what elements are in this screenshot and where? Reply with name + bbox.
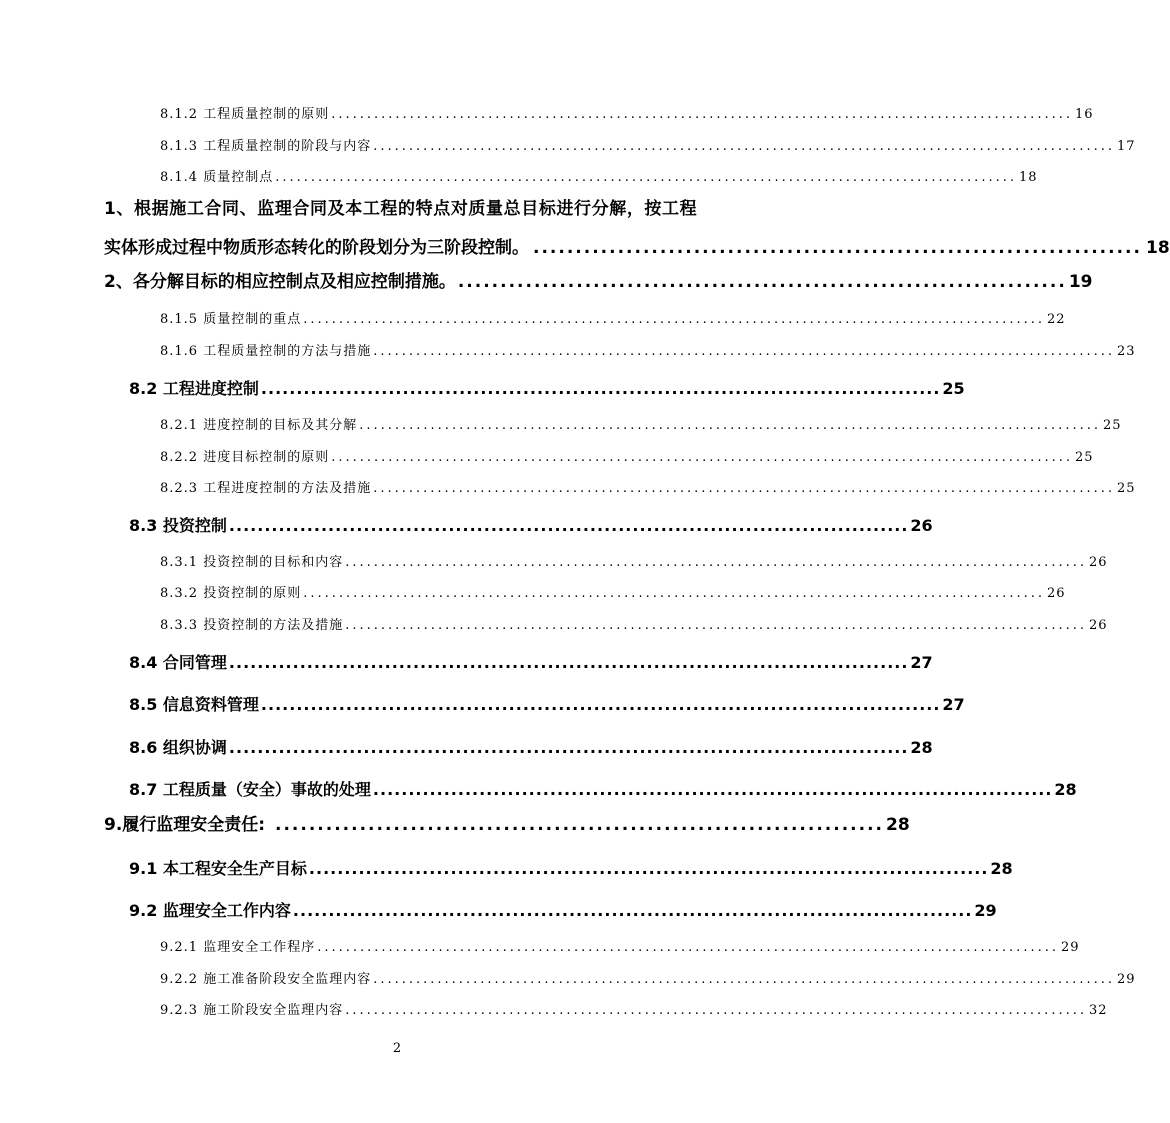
dot-leader: ........................................................................................................ (331, 450, 1073, 465)
toc-entry-9-2-3[interactable] (160, 999, 1108, 1018)
toc-entry-9[interactable] (104, 810, 910, 835)
toc-entry-page: 29 (1060, 940, 1080, 955)
toc-entry-9-2-1[interactable] (160, 936, 1080, 955)
toc-entry-8-1-3[interactable] (160, 135, 1136, 154)
dot-leader: ........................................................................................................ (331, 107, 1073, 122)
dot-leader: ........................................................................................................ (373, 972, 1115, 987)
dot-leader: ................................................................................................ (228, 653, 909, 672)
toc-entry-page: 26 (910, 516, 933, 535)
toc-entry-8-7[interactable] (129, 777, 1077, 800)
toc-entry-page: 25 (942, 379, 965, 398)
toc-entry-title: 8.1.5 质量控制的重点 (160, 312, 302, 327)
toc-entry-page: 29 (974, 901, 997, 920)
toc-entry-page: 28 (910, 738, 933, 757)
toc-entry-8-3[interactable] (129, 513, 933, 536)
toc-entry-title: 8.5 信息资料管理 (129, 695, 259, 714)
toc-entry-page: 27 (910, 653, 933, 672)
toc-entry-8-2[interactable] (129, 376, 965, 399)
toc-entry-page: 29 (1116, 972, 1136, 987)
toc-entry-title: 8.3.1 投资控制的目标和内容 (160, 555, 344, 570)
toc-entry-title: 8.1.6 工程质量控制的方法与措施 (160, 344, 372, 359)
toc-entry-page: 27 (942, 695, 965, 714)
dot-leader: ........................................................................................................ (359, 418, 1101, 433)
toc-entry-page: 16 (1074, 107, 1094, 122)
toc-entry-title: 8.3.2 投资控制的原则 (160, 586, 302, 601)
toc-entry-title: 8.2 工程进度控制 (129, 379, 259, 398)
toc-entry-title: 8.4 合同管理 (129, 653, 227, 672)
toc-entry-page: 28 (1054, 780, 1077, 799)
toc-entry-title: 8.2.3 工程进度控制的方法及措施 (160, 481, 372, 496)
dot-leader: ................................................................................................ (260, 379, 941, 398)
toc-entry-page: 28 (886, 815, 910, 835)
toc-entry-section-1[interactable] (104, 194, 1170, 258)
dot-leader: ........................................................................ (457, 272, 1067, 292)
toc-entry-title: 8.1.2 工程质量控制的原则 (160, 107, 330, 122)
dot-leader: ................................................................................................ (260, 695, 941, 714)
toc-entry-page: 25 (1102, 418, 1122, 433)
toc-entry-page: 26 (1088, 618, 1108, 633)
toc-entry-title: 8.1.4 质量控制点 (160, 170, 274, 185)
toc-entry-page: 28 (990, 859, 1013, 878)
dot-leader: ........................................................................................................ (373, 344, 1115, 359)
dot-leader: ........................................................................................................ (303, 586, 1045, 601)
dot-leader: ........................................................................................................ (345, 1003, 1087, 1018)
toc-entry-page: 18 (1145, 238, 1170, 258)
toc-entry-title: 8.3 投资控制 (129, 516, 227, 535)
toc-entry-title: 8.6 组织协调 (129, 738, 227, 757)
dot-leader: ................................................................................................ (228, 738, 909, 757)
toc-entry-8-2-1[interactable] (160, 414, 1122, 433)
toc-entry-page: 26 (1088, 555, 1108, 570)
toc-entry-page: 18 (1018, 170, 1038, 185)
toc-entry-page: 25 (1116, 481, 1136, 496)
toc-entry-page: 25 (1074, 450, 1094, 465)
dot-leader: ........................................................................ (267, 815, 884, 835)
toc-entry-8-3-1[interactable] (160, 551, 1108, 570)
toc-entry-title: 8.2.1 进度控制的目标及其分解 (160, 418, 358, 433)
toc-entry-8-5[interactable] (129, 692, 965, 715)
toc-entry-8-3-3[interactable] (160, 614, 1108, 633)
toc-entry-8-2-3[interactable] (160, 477, 1136, 496)
dot-leader: ........................................................................................................ (373, 139, 1115, 154)
toc-entry-page: 22 (1046, 312, 1066, 327)
toc-entry-8-1-4[interactable] (160, 166, 1038, 185)
toc-entry-8-1-2[interactable] (160, 103, 1094, 122)
toc-entry-title: 9.2.3 施工阶段安全监理内容 (160, 1003, 344, 1018)
toc-entry-title: 9.1 本工程安全生产目标 (129, 859, 307, 878)
toc-entry-page: 17 (1116, 139, 1136, 154)
toc-entry-section-2[interactable] (104, 267, 1093, 292)
toc-entry-title: 9.2.2 施工准备阶段安全监理内容 (160, 972, 372, 987)
toc-entry-8-2-2[interactable] (160, 446, 1094, 465)
toc-entry-title: 8.1.3 工程质量控制的阶段与内容 (160, 139, 372, 154)
dot-leader: ........................................................................................................ (275, 170, 1017, 185)
toc-entry-title-line2: 实体形成过程中物质形态转化的阶段划分为三阶段控制。 (104, 238, 529, 258)
dot-leader: ................................................................................................ (372, 780, 1053, 799)
toc-entry-8-4[interactable] (129, 650, 933, 673)
toc-entry-page: 23 (1116, 344, 1136, 359)
toc-entry-title: 8.7 工程质量（安全）事故的处理 (129, 780, 371, 799)
dot-leader: ................................................................................................ (292, 901, 973, 920)
toc-entry-8-1-5[interactable] (160, 308, 1066, 327)
dot-leader: ........................................................................................................ (373, 481, 1115, 496)
toc-entry-page: 26 (1046, 586, 1066, 601)
dot-leader: ................................................................................................ (228, 516, 909, 535)
toc-entry-title: 8.3.3 投资控制的方法及措施 (160, 618, 344, 633)
toc-entry-page: 19 (1068, 272, 1093, 292)
toc-entry-title-line1: 1、根据施工合同、监理合同及本工程的特点对质量总目标进行分解，按工程 (104, 199, 698, 219)
toc-entry-8-3-2[interactable] (160, 582, 1066, 601)
dot-leader: ........................................................................................................ (345, 618, 1087, 633)
toc-entry-8-6[interactable] (129, 735, 933, 758)
toc-entry-title: 9.2.1 监理安全工作程序 (160, 940, 316, 955)
toc-entry-title: 2、各分解目标的相应控制点及相应控制措施。 (104, 272, 456, 292)
dot-leader: ........................................................................................................ (345, 555, 1087, 570)
toc-entry-page: 32 (1088, 1003, 1108, 1018)
toc-entry-9-2-2[interactable] (160, 968, 1136, 987)
toc-entry-title: 9.履行监理安全责任: (104, 815, 266, 835)
toc-entry-title: 9.2 监理安全工作内容 (129, 901, 291, 920)
dot-leader: ........................................................................................................ (303, 312, 1045, 327)
toc-entry-8-1-6[interactable] (160, 340, 1136, 359)
toc-entry-9-1[interactable] (129, 856, 1013, 879)
dot-leader: ........................................................................................................ (317, 940, 1059, 955)
toc-entry-9-2[interactable] (129, 898, 997, 921)
page-number: 2 (392, 1041, 402, 1056)
toc-entry-title: 8.2.2 进度目标控制的原则 (160, 450, 330, 465)
dot-leader: ................................................................................................ (308, 859, 989, 878)
dot-leader: ........................................................................ (533, 238, 1142, 258)
